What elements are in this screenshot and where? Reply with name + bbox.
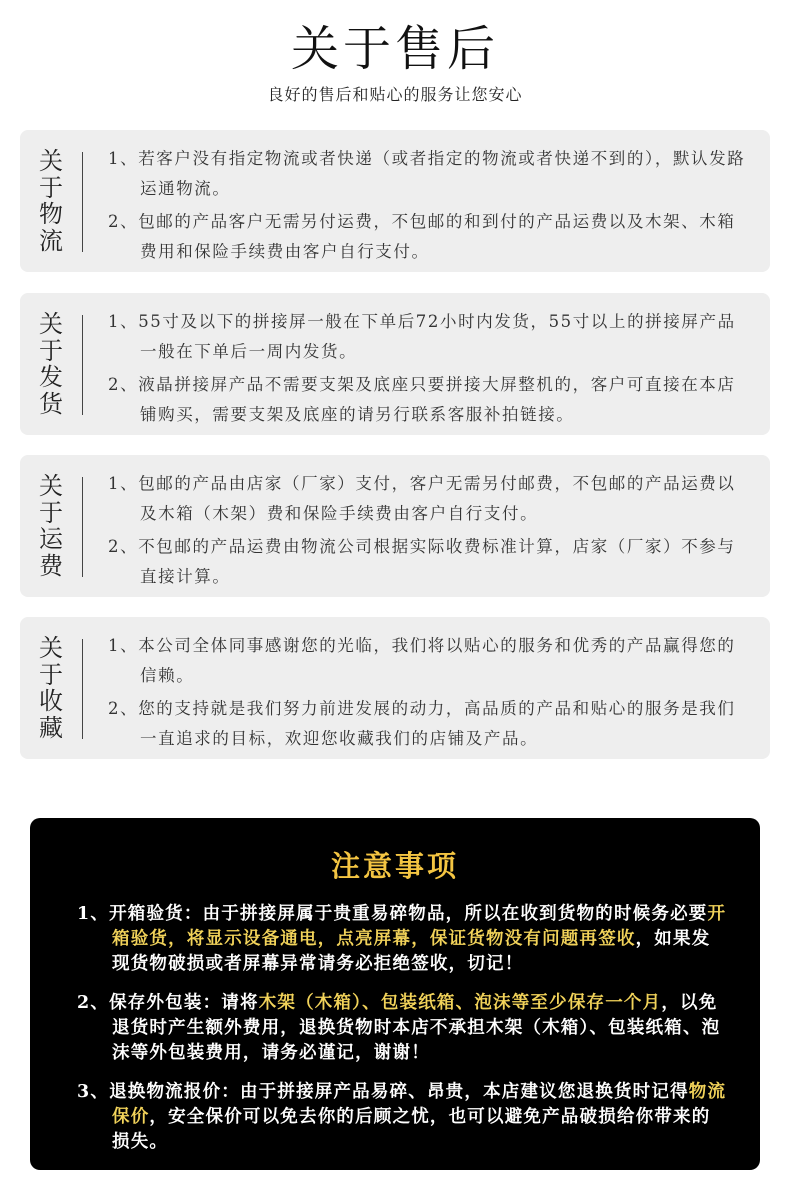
notice-highlight: 开箱验货，将显示设备通电，点亮屏幕，保证货物没有问题再签收 bbox=[112, 904, 727, 949]
list-item: 2、液晶拼接屏产品不需要支架及底座只要拼接大屏整机的，客户可直接在本店铺购买，需要支架及底座的请另行联系客服补拍链接。 bbox=[108, 375, 736, 424]
divider bbox=[82, 639, 83, 739]
notice-highlight: 物流保价 bbox=[112, 1082, 727, 1127]
divider bbox=[82, 477, 83, 577]
notice-text: 1、开箱验货：由于拼接屏属于贵重易碎物品，所以在收到货物的时候务必要 bbox=[77, 904, 708, 924]
list-item: 1、若客户没有指定物流或者快递（或者指定的物流或者快递不到的），默认发路运通物流。 bbox=[108, 149, 746, 198]
notice-highlight: 木架（木箱）、包装纸箱、泡沫等至少保存一个月 bbox=[258, 993, 662, 1013]
list-item: 2、包邮的产品客户无需另付运费，不包邮的和到付的产品运费以及木架、木箱费用和保险手续费由客户自行支付。 bbox=[108, 212, 736, 261]
notice-item bbox=[77, 991, 727, 1066]
list-item: 2、不包邮的产品运费由物流公司根据实际收费标准计算，店家（厂家）不参与直接计算。 bbox=[108, 537, 736, 586]
list-item: 1、本公司全体同事感谢您的光临，我们将以贴心的服务和优秀的产品赢得您的信赖。 bbox=[108, 636, 736, 685]
card-label: 关于运费 bbox=[39, 472, 63, 580]
notice-text: ，以免退货时产生额外费用，退换货物时本店不承担木架（木箱）、包装纸箱、泡沫等外包装费用，请务必谨记，谢谢！ bbox=[112, 993, 721, 1063]
card-logistics bbox=[20, 130, 770, 272]
notice-panel bbox=[30, 818, 760, 1170]
card-label: 关于物流 bbox=[39, 147, 63, 255]
card-favorites bbox=[20, 617, 770, 759]
page-subtitle: 良好的售后和贴心的服务让您安心 bbox=[267, 85, 523, 104]
card-shipping bbox=[20, 293, 770, 435]
card-label: 关于收藏 bbox=[39, 634, 63, 742]
notice-text: 3、退换物流报价：由于拼接屏产品易碎、昂贵，本店建议您退换货时记得 bbox=[77, 1082, 689, 1102]
list-item: 1、包邮的产品由店家（厂家）支付，客户无需另付邮费，不包邮的产品运费以及木箱（木架）费和保险手续费由客户自行支付。 bbox=[108, 474, 736, 523]
card-freight bbox=[20, 455, 770, 597]
notice-text: ，安全保价可以免去你的后顾之忧，也可以避免产品破损给你带来的损失。 bbox=[112, 1107, 711, 1152]
divider bbox=[82, 315, 83, 415]
notice-title: 注意事项 bbox=[330, 849, 459, 883]
page-title: 关于售后 bbox=[290, 21, 499, 77]
card-label: 关于发货 bbox=[39, 310, 63, 418]
notice-text: ，如果发现货物破损或者屏幕异常请务必拒绝签收，切记！ bbox=[112, 929, 711, 974]
list-item: 2、您的支持就是我们努力前进发展的动力，高品质的产品和贴心的服务是我们一直追求的目标，欢迎您收藏我们的店铺及产品。 bbox=[108, 699, 736, 748]
list-item: 1、55寸及以下的拼接屏一般在下单后72小时内发货，55寸以上的拼接屏产品一般在下单后一周内发货。 bbox=[108, 312, 736, 361]
notice-text: 2、保存外包装：请将 bbox=[77, 993, 259, 1013]
notice-item bbox=[77, 902, 727, 977]
divider bbox=[82, 152, 83, 252]
notice-item bbox=[77, 1080, 727, 1155]
